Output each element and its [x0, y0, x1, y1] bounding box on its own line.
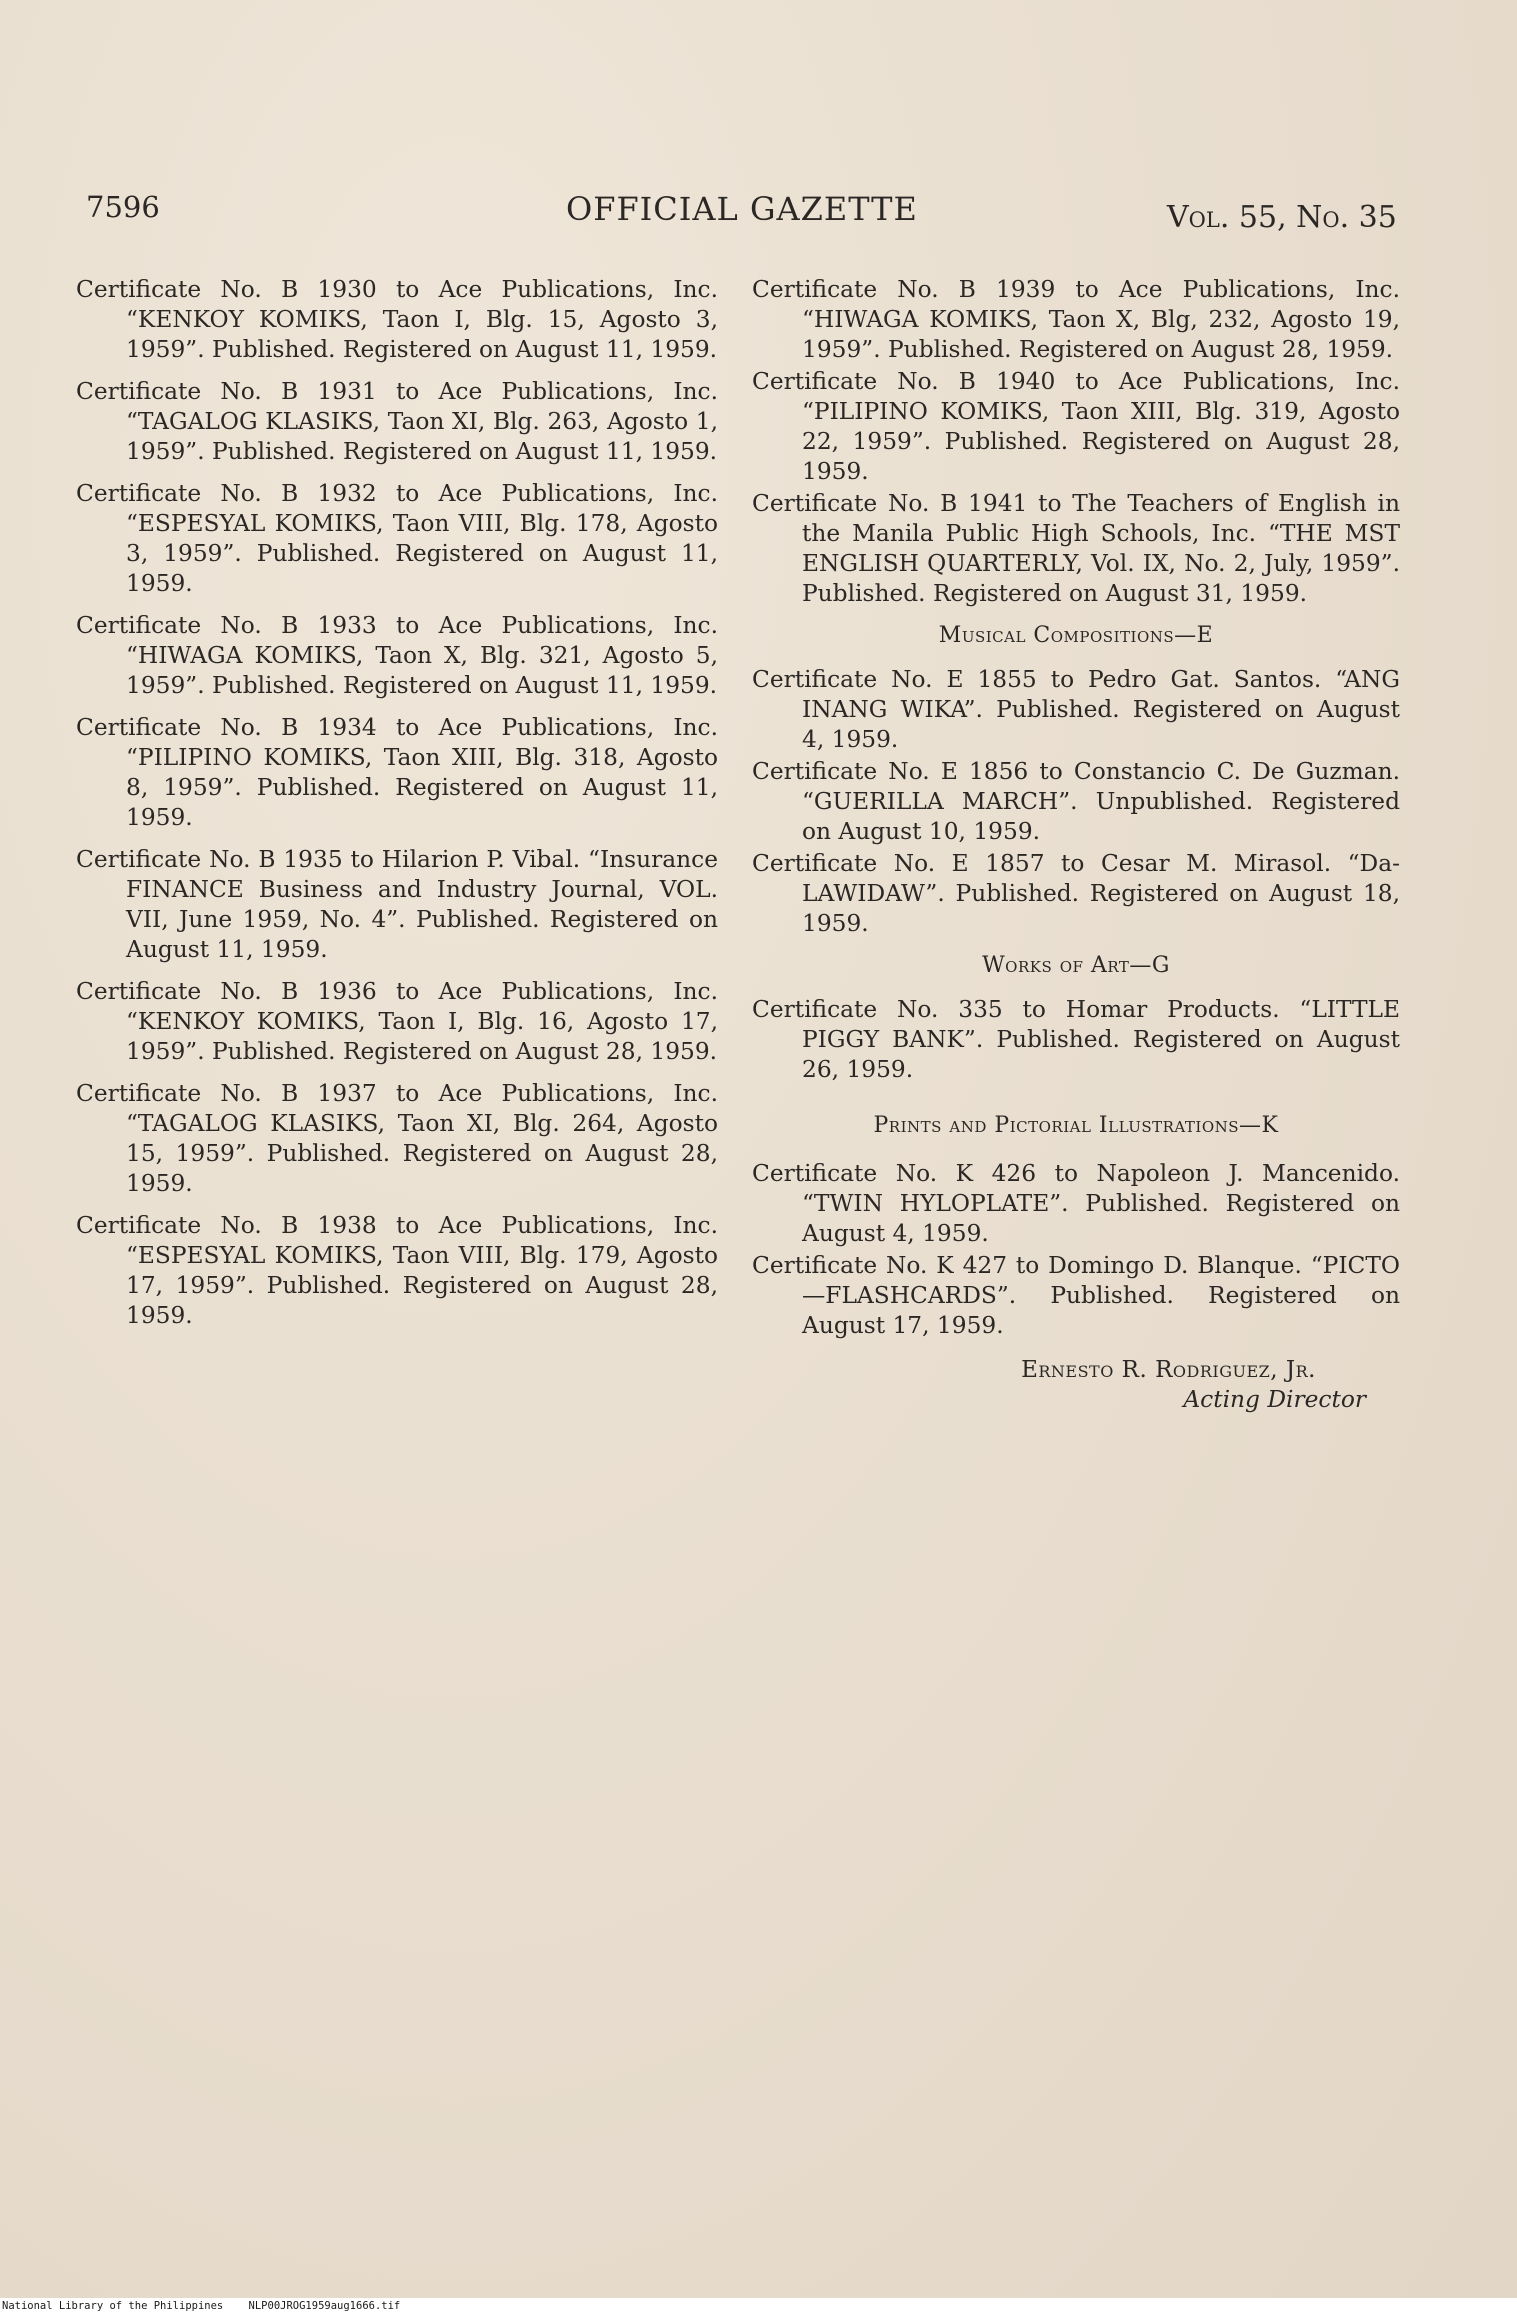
- certificate-entry: Certificate No. B 1931 to Ace Publications, Inc. “TAGALOG KLASIKS, Taon XI, Blg. 263, Agosto 1, 1959”. Published. Registered on August 11, 1959.: [76, 378, 718, 465]
- certificate-entry: Certificate No. B 1937 to Ace Publications, Inc. “TAGALOG KLASIKS, Taon XI, Blg. 264, Agosto 15, 1959”. Published. Registered on August 28, 1959.: [76, 1080, 718, 1197]
- certificate-entry: Certificate No. B 1939 to Ace Publications, Inc. “HIWAGA KOMIKS, Taon X, Blg, 232, Agosto 19, 1959”. Published. Registered on August 28, 1959.: [752, 276, 1400, 363]
- volume-number: Vol. 55, No. 35: [1167, 200, 1397, 235]
- section-heading-musical: Musical Compositions—E: [938, 623, 1214, 648]
- certificate-entry: Certificate No. E 1855 to Pedro Gat. Santos. “ANG INANG WIKA”. Published. Registered on August 4, 1959.: [752, 666, 1400, 753]
- certificate-entry: Certificate No. B 1932 to Ace Publications, Inc. “ESPESYAL KOMIKS, Taon VIII, Blg. 178, Agosto 3, 1959”. Published. Registered on August 11, 1959.: [76, 480, 718, 597]
- certificate-entry: Certificate No. B 1935 to Hilarion P. Vibal. “Insurance FINANCE Business and Industry Journal, VOL. VII, June 1959, No. 4”. Published. Registered on August 11, 1959.: [76, 846, 718, 963]
- right-column: [752, 275, 1400, 1415]
- scan-source-footer: National Library of the Philippines NLP00JROG1959aug1666.tif: [0, 2298, 1517, 2314]
- certificate-entry: Certificate No. B 1938 to Ace Publications, Inc. “ESPESYAL KOMIKS, Taon VIII, Blg. 179, Agosto 17, 1959”. Published. Registered on August 28, 1959.: [76, 1212, 718, 1329]
- signature-name: Ernesto R. Rodriguez, Jr.: [1021, 1357, 1316, 1383]
- section-heading-art: Works of Art—G: [982, 953, 1170, 978]
- certificate-entry: Certificate No. E 1857 to Cesar M. Mirasol. “Da-LAWIDAW”. Published. Registered on August 18, 1959.: [752, 850, 1400, 937]
- certificate-entry: Certificate No. B 1933 to Ace Publications, Inc. “HIWAGA KOMIKS, Taon X, Blg. 321, Agosto 5, 1959”. Published. Registered on August 11, 1959.: [76, 612, 718, 699]
- left-column: [76, 275, 718, 1343]
- certificate-entry: Certificate No. B 1941 to The Teachers of English in the Manila Public High Schools, Inc. “THE MST ENGLISH QUARTERLY, Vol. IX, No. 2, July, 1959”. Published. Registered on August 31, 1959.: [752, 490, 1400, 607]
- signature-title: Acting Director: [1183, 1386, 1366, 1413]
- certificate-entry: Certificate No. B 1934 to Ace Publications, Inc. “PILIPINO KOMIKS, Taon XIII, Blg. 318, Agosto 8, 1959”. Published. Registered on August 11, 1959.: [76, 714, 718, 831]
- certificate-entry: Certificate No. B 1930 to Ace Publications, Inc. “KENKOY KOMIKS, Taon I, Blg. 15, Agosto 3, 1959”. Published. Registered on August 11, 1959.: [76, 276, 718, 363]
- certificate-entry: Certificate No. 335 to Homar Products. “LITTLE PIGGY BANK”. Published. Registered on August 26, 1959.: [752, 996, 1400, 1083]
- page-number: 7596: [86, 190, 160, 224]
- section-heading-prints: Prints and Pictorial Illustrations—K: [873, 1113, 1279, 1138]
- certificate-entry: Certificate No. K 426 to Napoleon J. Mancenido. “TWIN HYLOPLATE”. Published. Registered on August 4, 1959.: [752, 1160, 1400, 1247]
- gazette-title: OFFICIAL GAZETTE: [566, 190, 918, 228]
- certificate-entry: Certificate No. B 1936 to Ace Publications, Inc. “KENKOY KOMIKS, Taon I, Blg. 16, Agosto 17, 1959”. Published. Registered on August 28, 1959.: [76, 978, 718, 1065]
- certificate-entry: Certificate No. B 1940 to Ace Publications, Inc. “PILIPINO KOMIKS, Taon XIII, Blg. 319, Agosto 22, 1959”. Published. Registered on August 28, 1959.: [752, 368, 1400, 485]
- certificate-entry: Certificate No. K 427 to Domingo D. Blanque. “PICTO—FLASHCARDS”. Published. Registered on August 17, 1959.: [752, 1252, 1400, 1339]
- certificate-entry: Certificate No. E 1856 to Constancio C. De Guzman. “GUERILLA MARCH”. Unpublished. Registered on August 10, 1959.: [752, 758, 1400, 845]
